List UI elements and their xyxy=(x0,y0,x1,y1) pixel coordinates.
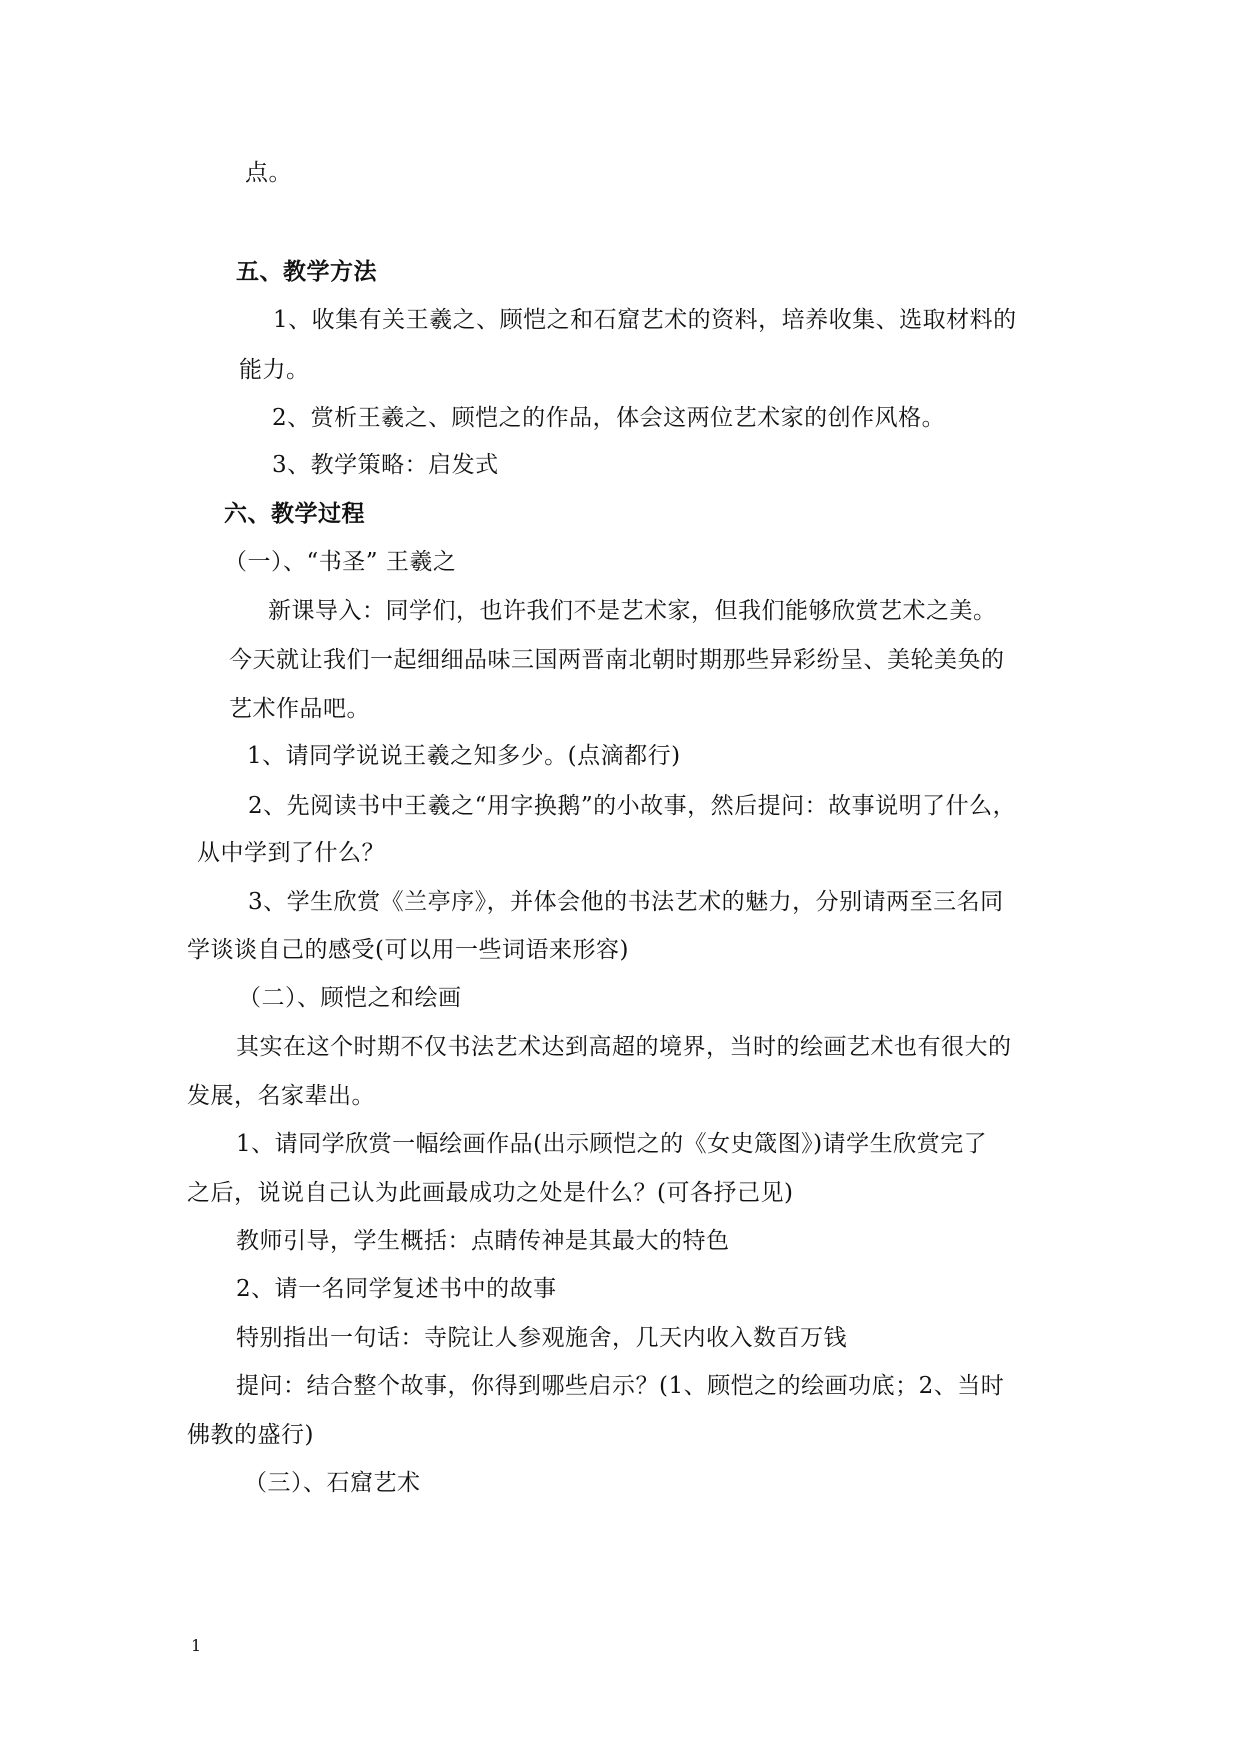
paragraph-line: 3、学生欣赏《兰亭序》，并体会他的书法艺术的魅力，分别请两至三名同 xyxy=(248,889,1004,915)
paragraph-line: 从中学到了什么？ xyxy=(197,840,385,866)
paragraph-line: 提问：结合整个故事，你得到哪些启示？(1、顾恺之的绘画功底；2、当时 xyxy=(236,1373,1005,1399)
continuation-text: 点。 xyxy=(245,160,292,186)
paragraph-line: 学谈谈自己的感受(可以用一些词语来形容) xyxy=(187,937,629,963)
paragraph-line: 之后，说说自己认为此画最成功之处是什么？(可各抒己见) xyxy=(187,1180,794,1206)
page-number: 1 xyxy=(191,1636,202,1655)
paragraph-line: 佛教的盛行) xyxy=(187,1422,314,1448)
paragraph-line: 2、请一名同学复述书中的故事 xyxy=(236,1276,557,1302)
section-heading-teaching-process: 六、教学过程 xyxy=(224,500,365,527)
paragraph-line: 艺术作品吧。 xyxy=(229,696,370,722)
section-heading-teaching-methods: 五、教学方法 xyxy=(236,258,377,285)
subsection-heading: （一）、“书圣” 王羲之 xyxy=(224,549,457,575)
subsection-heading: （二）、顾恺之和绘画 xyxy=(238,985,462,1011)
paragraph-line: 发展，名家辈出。 xyxy=(187,1083,375,1109)
paragraph-line: 2、先阅读书中王羲之“用字换鹅”的小故事，然后提问：故事说明了什么， xyxy=(248,793,1017,819)
paragraph-line: 教师引导，学生概括：点睛传神是其最大的特色 xyxy=(236,1228,730,1254)
paragraph-line: 2、赏析王羲之、顾恺之的作品，体会这两位艺术家的创作风格。 xyxy=(272,405,946,431)
paragraph-line: 1、请同学欣赏一幅绘画作品(出示顾恺之的《女史箴图》)请学生欣赏完了 xyxy=(236,1131,988,1157)
paragraph-line: 今天就让我们一起细细品味三国两晋南北朝时期那些异彩纷呈、美轮美奂的 xyxy=(229,647,1005,673)
paragraph-line: 1、收集有关王羲之、顾恺之和石窟艺术的资料，培养收集、选取材料的 xyxy=(273,307,1017,333)
subsection-heading: （三）、石窟艺术 xyxy=(244,1470,421,1496)
paragraph-line: 3、教学策略：启发式 xyxy=(272,452,499,478)
paragraph-line: 其实在这个时期不仅书法艺术达到高超的境界，当时的绘画艺术也有很大的 xyxy=(236,1034,1012,1060)
paragraph-line: 1、请同学说说王羲之知多少。(点滴都行) xyxy=(247,743,681,769)
paragraph-line: 能力。 xyxy=(239,357,310,383)
paragraph-line: 新课导入：同学们，也许我们不是艺术家，但我们能够欣赏艺术之美。 xyxy=(268,598,997,624)
paragraph-line: 特别指出一句话：寺院让人参观施舍，几天内收入数百万钱 xyxy=(236,1325,847,1351)
